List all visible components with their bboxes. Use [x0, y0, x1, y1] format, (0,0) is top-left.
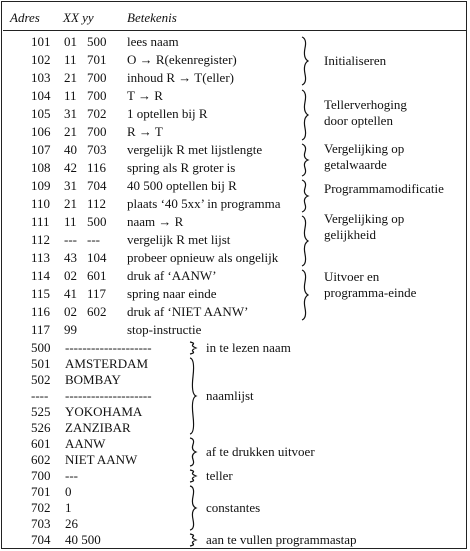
row-address: 114	[31, 268, 51, 283]
row-opcode: 01	[64, 34, 77, 49]
row-opcode: 21	[64, 70, 77, 85]
row-description: spring als R groter is	[127, 160, 236, 175]
data-value: 26	[65, 516, 78, 531]
data-row	[2, 516, 302, 532]
row-address: 106	[31, 124, 51, 139]
group-label-uitvoer-1: Uitvoer en	[324, 269, 380, 284]
data-value: --------------------	[65, 388, 152, 403]
data-group-label: naamlijst	[206, 388, 254, 403]
data-address: 703	[31, 516, 51, 531]
row-address: 102	[31, 52, 51, 67]
row-operand: 116	[87, 160, 107, 175]
row-address: 111	[31, 214, 50, 229]
program-row	[2, 268, 302, 286]
data-row	[2, 484, 302, 500]
row-description: lees naam	[127, 34, 179, 49]
row-operand: 704	[87, 178, 107, 193]
brace-initialiseren	[300, 36, 310, 86]
row-opcode: 40	[64, 142, 77, 157]
group-label-tellerverhoging-1: Tellerverhoging	[324, 97, 407, 112]
program-row	[2, 88, 302, 106]
header-xx-yy	[63, 10, 94, 26]
header-xx: XX	[63, 10, 79, 25]
row-opcode: 11	[64, 88, 77, 103]
row-opcode: 31	[64, 106, 77, 121]
data-group-brace	[188, 341, 198, 355]
row-description: plaats ‘40 5xx’ in programma	[127, 196, 281, 211]
data-row	[2, 372, 302, 388]
header-adres: Adres	[10, 10, 40, 25]
row-address: 115	[31, 286, 51, 301]
data-group-label: in te lezen naam	[206, 340, 291, 355]
data-row	[2, 468, 302, 484]
brace-vergelijking-gelijkheid	[300, 215, 310, 267]
data-address: 502	[31, 372, 51, 387]
program-row	[2, 322, 302, 340]
row-operand: 601	[87, 268, 107, 283]
row-description: 1 optellen bij R	[127, 106, 208, 121]
row-opcode: 99	[64, 322, 77, 337]
data-address: 602	[31, 452, 51, 467]
program-row	[2, 124, 302, 142]
row-opcode: ---	[64, 232, 77, 247]
row-description: stop-instructie	[127, 322, 202, 337]
group-label-tellerverhoging-2: door optellen	[324, 113, 393, 128]
program-row	[2, 34, 302, 52]
data-value: 0	[65, 484, 72, 499]
row-opcode: 21	[64, 124, 77, 139]
program-row	[2, 178, 302, 196]
data-group-brace	[188, 469, 198, 483]
data-value: 1	[65, 500, 72, 515]
program-row	[2, 214, 302, 232]
program-row	[2, 286, 302, 304]
row-operand: 700	[87, 70, 107, 85]
row-address: 116	[31, 304, 51, 319]
row-address: 117	[31, 322, 51, 337]
data-group-label: constantes	[206, 500, 261, 515]
header-betekenis: Betekenis	[127, 10, 177, 25]
group-label-vergelijking-gelijk-2: gelijkheid	[324, 227, 376, 242]
row-operand: ---	[87, 232, 100, 247]
row-description: naam → R	[127, 214, 184, 229]
data-value: YOKOHAMA	[65, 404, 143, 419]
data-value: ZANZIBAR	[65, 420, 131, 435]
data-address: 526	[31, 420, 51, 435]
data-group-label: af te drukken uitvoer	[206, 444, 315, 459]
data-address: 601	[31, 436, 51, 451]
program-row	[2, 250, 302, 268]
row-address: 104	[31, 88, 51, 103]
data-address: ----	[31, 388, 49, 403]
group-label-vergelijking-gelijk-1: Vergelijking op	[324, 211, 405, 226]
table-frame	[1, 1, 467, 549]
header-rule	[3, 30, 467, 31]
data-group-label: teller	[206, 468, 233, 483]
data-address: 500	[31, 340, 51, 355]
data-row	[2, 356, 302, 372]
row-operand: 602	[87, 304, 107, 319]
row-description: spring naar einde	[127, 286, 217, 301]
row-description: 40 500 optellen bij R	[127, 178, 237, 193]
data-address: 704	[31, 532, 51, 547]
group-label-initialiseren: Initialiseren	[324, 53, 387, 68]
row-description: T → R	[127, 88, 163, 103]
data-address: 501	[31, 356, 51, 371]
data-value: NIET AANW	[65, 452, 138, 467]
row-operand: 700	[87, 124, 107, 139]
group-label-uitvoer-2: programma-einde	[324, 285, 417, 300]
row-operand: 104	[87, 250, 107, 265]
row-opcode: 41	[64, 286, 77, 301]
row-opcode: 42	[64, 160, 77, 175]
row-opcode: 43	[64, 250, 77, 265]
row-description: vergelijk R met lijst	[127, 232, 231, 247]
program-row	[2, 304, 302, 322]
row-opcode: 21	[64, 196, 77, 211]
table-header	[8, 10, 308, 28]
program-row	[2, 196, 302, 214]
row-opcode: 11	[64, 214, 77, 229]
row-operand: 700	[87, 88, 107, 103]
data-value: --------------------	[65, 340, 152, 355]
row-operand: 500	[87, 34, 107, 49]
row-operand: 701	[87, 52, 107, 67]
data-value: AMSTERDAM	[65, 356, 149, 371]
data-value: ---	[65, 468, 78, 483]
data-group-brace	[188, 533, 198, 547]
data-address: 700	[31, 468, 51, 483]
row-description: R → T	[127, 124, 163, 139]
data-row	[2, 388, 302, 404]
row-operand: 500	[87, 214, 107, 229]
row-operand: 703	[87, 142, 107, 157]
row-opcode: 02	[64, 268, 77, 283]
row-description: druk af ‘AANW’	[127, 268, 217, 283]
row-address: 109	[31, 178, 51, 193]
header-yy: yy	[82, 10, 94, 25]
row-description: druk af ‘NIET AANW’	[127, 304, 249, 319]
row-address: 103	[31, 70, 51, 85]
brace-tellerverhoging	[300, 89, 310, 141]
program-row	[2, 106, 302, 124]
group-label-vergelijking-getal-2: getalwaarde	[324, 157, 387, 172]
data-value: 40 500	[65, 532, 101, 547]
row-address: 107	[31, 142, 51, 157]
program-row	[2, 232, 302, 250]
program-row	[2, 70, 302, 88]
row-address: 108	[31, 160, 51, 175]
program-row	[2, 160, 302, 178]
group-label-vergelijking-getal-1: Vergelijking op	[324, 141, 405, 156]
data-group-label: aan te vullen programmastap	[206, 532, 357, 547]
row-opcode: 02	[64, 304, 77, 319]
row-address: 101	[31, 34, 51, 49]
data-row	[2, 404, 302, 420]
row-address: 105	[31, 106, 51, 121]
program-row	[2, 52, 302, 70]
group-label-programmamodificatie: Programmamodificatie	[324, 181, 444, 196]
data-group-brace	[188, 437, 198, 467]
brace-vergelijking-getalwaarde	[300, 143, 310, 177]
row-operand: 112	[87, 196, 107, 211]
data-address: 702	[31, 500, 51, 515]
row-description: O → R(ekenregister)	[127, 52, 237, 67]
row-address: 110	[31, 196, 51, 211]
row-opcode: 11	[64, 52, 77, 67]
data-address: 701	[31, 484, 51, 499]
row-address: 113	[31, 250, 51, 265]
data-group-brace	[188, 485, 198, 531]
row-address: 112	[31, 232, 51, 247]
brace-programmamodificatie	[300, 179, 310, 213]
row-operand: 117	[87, 286, 107, 301]
row-description: inhoud R → T(eller)	[127, 70, 234, 85]
row-operand: 702	[87, 106, 107, 121]
data-value: BOMBAY	[65, 372, 121, 387]
data-value: AANW	[65, 436, 106, 451]
row-description: vergelijk R met lijstlengte	[127, 142, 263, 157]
row-description: probeer opnieuw als ongelijk	[127, 250, 279, 265]
brace-uitvoer	[300, 269, 310, 321]
data-row	[2, 420, 302, 436]
program-row	[2, 142, 302, 160]
data-address: 525	[31, 404, 51, 419]
row-opcode: 31	[64, 178, 77, 193]
data-group-brace	[188, 357, 198, 435]
